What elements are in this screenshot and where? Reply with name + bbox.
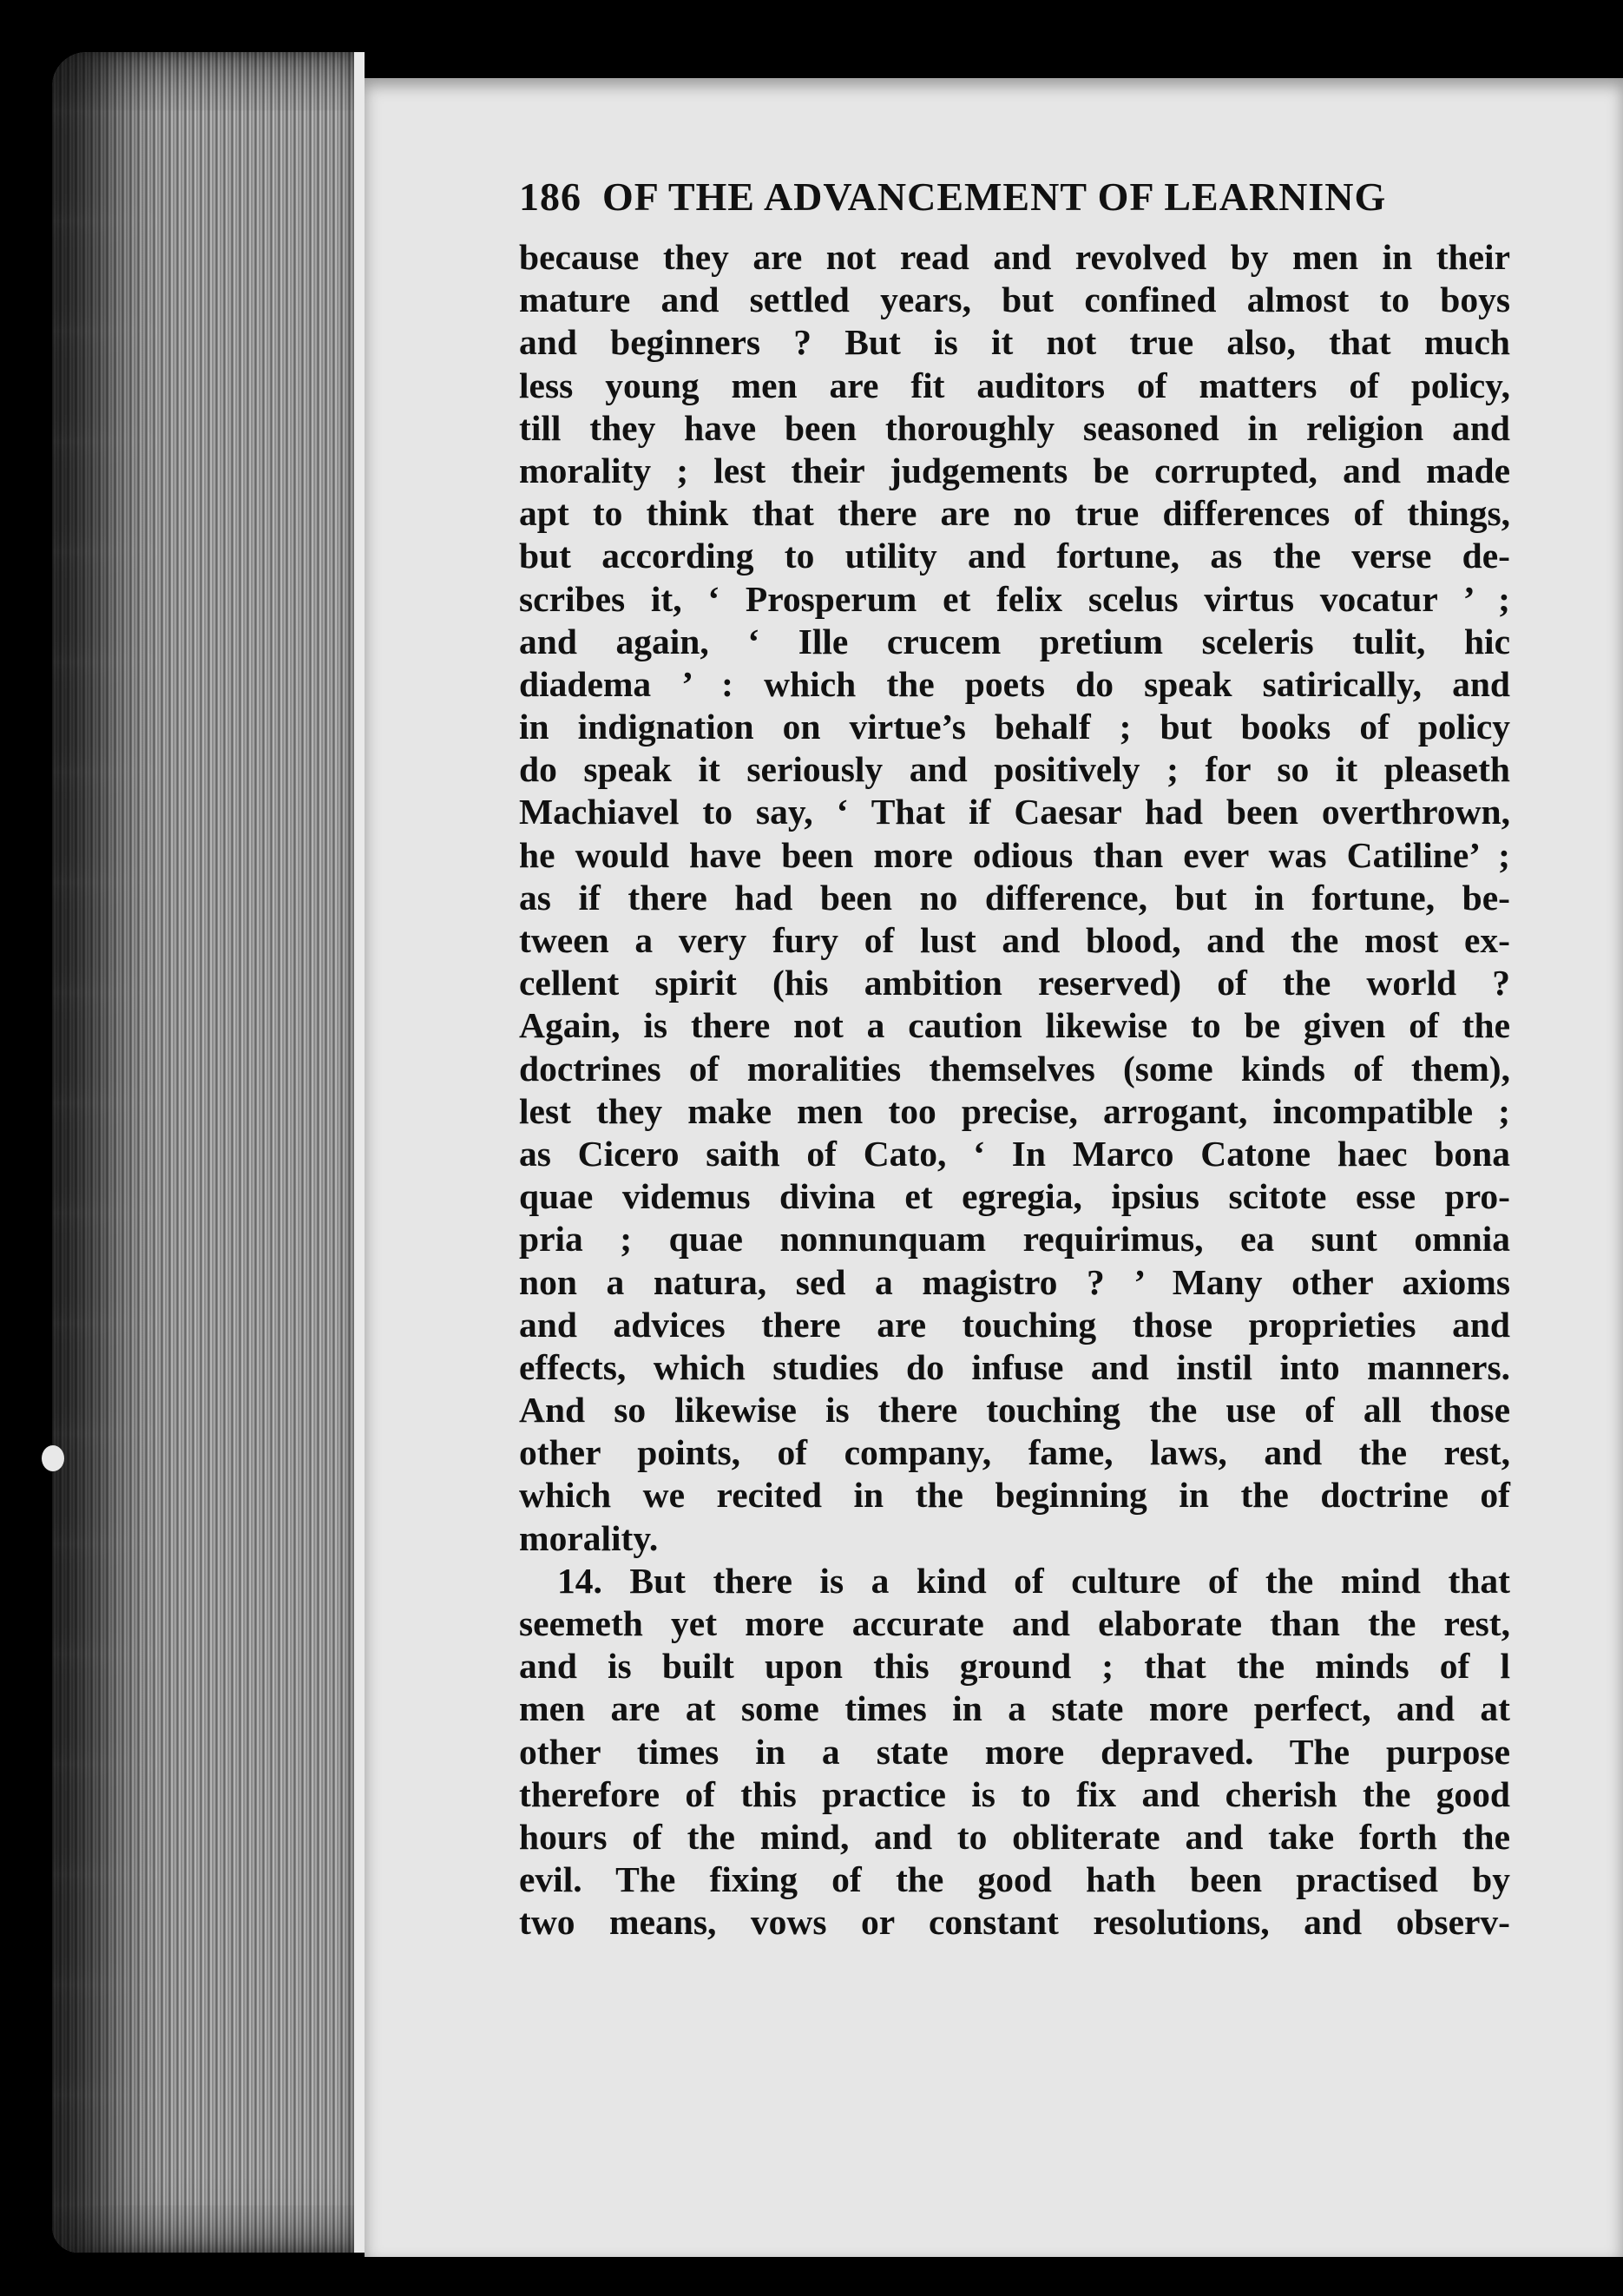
text-line: other times in a state more depraved. The purpose <box>519 1731 1510 1772</box>
text-line: till they have been thoroughly seasoned in religion and <box>519 407 1510 448</box>
text-line: as if there had been no difference, but in fortune, be- <box>519 877 1510 918</box>
text-line: quae videmus divina et egregia, ipsius scitote esse pro- <box>519 1176 1510 1217</box>
book-page <box>365 78 1623 2257</box>
text-line: as Cicero saith of Cato, ‘ In Marco Catone haec bona <box>519 1133 1510 1174</box>
page-number: 186 <box>519 174 582 219</box>
text-line: do speak it seriously and positively ; for so it pleaseth <box>519 749 1510 790</box>
text-line: apt to think that there are no true differences of things, <box>519 493 1510 534</box>
paragraph-start-line: 14. But there is a kind of culture of the mind that <box>557 1560 1510 1601</box>
text-line: doctrines of moralities themselves (some kinds of them), <box>519 1048 1510 1089</box>
text-line: Machiavel to say, ‘ That if Caesar had been overthrown, <box>519 792 1510 832</box>
text-line: in indignation on virtue’s behalf ; but books of policy <box>519 707 1510 747</box>
text-line: lest they make men too precise, arrogant, incompatible ; <box>519 1090 1510 1131</box>
text-line: two means, vows or constant resolutions, and observ- <box>519 1902 1510 1943</box>
text-line: men are at some times in a state more perfect, and at <box>519 1688 1510 1729</box>
book-page-edges <box>52 52 365 2253</box>
text-line: which we recited in the beginning in the doctrine of <box>519 1475 1510 1516</box>
text-line: he would have been more odious than ever was Catiline’ ; <box>519 834 1510 875</box>
text-line: non a natura, sed a magistro ? ’ Many other axioms <box>519 1261 1510 1302</box>
text-line: scribes it, ‘ Prosperum et felix scelus virtus vocatur ’ ; <box>519 578 1510 619</box>
text-line: cellent spirit (his ambition reserved) of the world ? <box>519 963 1510 1003</box>
scan-artifact-spot <box>42 1445 64 1471</box>
text-line: seemeth yet more accurate and elaborate than the rest, <box>519 1603 1510 1643</box>
text-line: morality. <box>519 1517 659 1558</box>
text-line: effects, which studies do infuse and instil into manners. <box>519 1346 1510 1387</box>
text-line: mature and settled years, but confined almost to boys <box>519 280 1510 320</box>
body-text <box>519 236 1510 1944</box>
text-line: morality ; lest their judgements be corrupted, and made <box>519 450 1510 490</box>
text-line: and again, ‘ Ille crucem pretium sceleris tulit, hic <box>519 621 1510 661</box>
text-line: and beginners ? But is it not true also, that much <box>519 322 1510 363</box>
text-line: hours of the mind, and to obliterate and take forth the <box>519 1816 1510 1857</box>
text-line: because they are not read and revolved by men in their <box>519 237 1510 277</box>
text-line: diadema ’ : which the poets do speak satirically, and <box>519 663 1510 704</box>
text-line: evil. The fixing of the good hath been practised by <box>519 1859 1510 1900</box>
running-head-title: OF THE ADVANCEMENT OF LEARNING <box>602 174 1387 219</box>
text-line: less young men are fit auditors of matters of policy, <box>519 365 1510 405</box>
text-line: but according to utility and fortune, as the verse de- <box>519 536 1510 576</box>
text-line: and is built upon this ground ; that the minds of l <box>519 1646 1510 1687</box>
text-line: and advices there are touching those proprieties and <box>519 1304 1510 1345</box>
text-line: Again, is there not a caution likewise to be given of the <box>519 1005 1510 1046</box>
text-line: therefore of this practice is to fix and cherish the good <box>519 1773 1510 1814</box>
text-block <box>519 174 1510 1944</box>
text-line: And so likewise is there touching the use of all those <box>519 1390 1510 1431</box>
text-line: tween a very fury of lust and blood, and the most ex- <box>519 920 1510 960</box>
text-line: pria ; quae nonnunquam requirimus, ea sunt omnia <box>519 1219 1510 1260</box>
running-head <box>519 174 1510 236</box>
text-line: other points, of company, fame, laws, and the rest, <box>519 1432 1510 1473</box>
